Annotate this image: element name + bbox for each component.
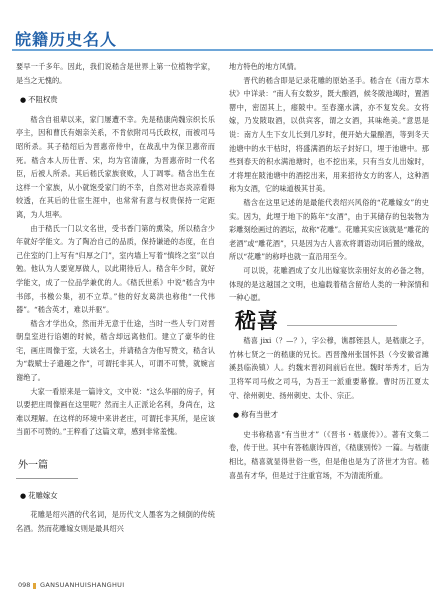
page-number: 098 xyxy=(18,581,31,589)
paragraph: 嵇含才学出众，然而并无意于仕途，当时一些人专门对晋朝皇室进行谄媚的时候，嵇含却远离他们。建立了豪华的住宅，画庄周像于室，大谈名士，并请嵇含为他写赞文，嵇含认为“载赋士子遗趣之作”，可谓托非其人，可谓不可赞，就婉言谢绝了。 xyxy=(16,318,215,383)
left-column xyxy=(16,60,215,535)
subheading-label: 花雕嫁女 xyxy=(28,490,58,500)
supplement-heading xyxy=(16,459,215,479)
paragraph: 可以说，花雕酒成了女儿出嫁宴饮亲朋好友的必备之物，体现的是这越国之文明，也遍载着嵇含留给人类的一种深情和一种心愿。 xyxy=(229,265,429,303)
bullet-icon: ● xyxy=(233,411,240,420)
paragraph: 嵇含在这里记述的是最能代表绍兴风俗的“花雕嫁女”的史实。因为，此埋于地下的陈年“女酒”，由于其储存的包装物为彩雕刻绘画过的酒坛，故称“花雕”。花雕其实应该就是“雕花的老酒”或“雕花酒”，只是因为古人喜欢将谓语动词后置的缘故，所以“花雕”的称呼也就一直沿用至今。 xyxy=(229,197,429,262)
paragraph: 要早一千多年。因此，我们说嵇含是世界上第一位植物学家，是当之无愧的。 xyxy=(16,62,215,85)
person-heading xyxy=(235,308,429,333)
section-title: 皖籍历史名人 xyxy=(15,30,118,49)
supplement-title: 外一篇 xyxy=(18,460,48,472)
paragraph: 大家一看原来是一篇诗文，文中说：“这么华丽的房子，何以要把庄周像画在这里呢？然而主人正派论名利，身尚在，这难以理解。在这样的环境中来讲老庄，可谓托非其所，是应该当面不可赞的。”王粹看了这篇文章，感到非常羞愧。 xyxy=(16,386,215,437)
subheading-no-bow-to-power xyxy=(20,93,215,108)
paragraph: 花雕是绍兴酒的代名词，是历代文人墨客为之倾倒的传统名酒。然而花雕嫁女则是最具绍兴 xyxy=(16,510,215,533)
person-name: 嵇喜 xyxy=(235,308,279,333)
paragraph: 嵇喜 jixi（？—？），字公穆，谯郡铚县人，是嵇康之子，竹林七贤之一的嵇康的兄长。西晋豫州张国怀县（今安徽省濉溪县临涣镇）人。约魏末晋初间前后在世。魏时举秀才，后为卫将军司马攸之司马，为吾王一派重要幕僚。曹时历江夏太守、徐州刺史、扬州刺史、太仆、宗正。 xyxy=(229,336,429,400)
header-rule xyxy=(12,49,433,51)
paragraph: 地方特色的地方风情。 xyxy=(229,62,301,71)
supplement-rule xyxy=(16,478,78,479)
subheading-label: 称有当世才 xyxy=(241,410,279,420)
right-column xyxy=(229,60,429,482)
paragraph: 嵇含自祖辈以来，家门屡遭不幸。先是嵇康尚魏宗织长乐亭主，因和曹氏有姻亲关系，不肯依附司马氏政权，而被司马昭所杀。其子嵇绍后为晋惠帝侍中，在战乱中为保卫惠帝而死。嵇含本人历仕晋、宋，均为官清廉，为晋惠帝时一代名臣，后被人所杀。其后嵇氏家族衰败，人丁凋零。嵇含出生在这样一个家族，从小就饱受家门的不幸，自然对世态炎凉看得较透，在其后的仕宦生涯中，也常常有意与权贵保持一定距离，为人坦率。 xyxy=(16,114,215,219)
page-header xyxy=(0,0,445,58)
subheading-label: 不阻权贵 xyxy=(28,95,58,105)
paragraph: 由于嵇氏一门以文名世，受书香门第的熏染，所以嵇含少年就好学能文。为了陶冶自己的品质，保持谦逊的态度，在自己住室的门上写有“归厚之门”，室内墙上写着“慎终之室”以自勉。他认为人要宽厚做人，以此期待后人。嵇含年少时，就好学能文，成了一位品学兼优的人。《嵇氏世系》中说“嵇含为中书郎，书檄公集，初不立草。”他的好友葛洪也称他“一代伟器”。“嵇含英才，难以并驱”。 xyxy=(16,223,215,315)
person-heading-rule xyxy=(287,325,397,326)
subheading-talent xyxy=(233,408,429,423)
page-footer xyxy=(0,577,445,600)
footer-series-text: GANSUANHUISHANGHUI xyxy=(40,581,125,589)
bullet-icon: ● xyxy=(20,96,27,105)
bullet-icon: ● xyxy=(20,491,27,500)
footer-accent-bar xyxy=(33,583,36,589)
paragraph: 晋代的嵇含即是记录花雕的原始圣手。嵇含在《南方草木状》中详录：“南人有女数岁，既大酿酒，候冬陂池竭时，置酒罂中，密固其上，瘗陂中。至春潴水满，亦不复发矣。女将嫁，乃发陂取酒，以供宾客，谓之女酒，其味绝美。”意思是说：南方人生下女儿长到几岁时，便开始大量酿酒，等到冬天池塘中的水干枯时，将盛满酒的坛子封好口，埋于池塘中。那些到春天的积水满池塘时，也不挖出来，只有当女儿出嫁时，才将埋在陂池塘中的酒挖出来，用来招待女方的客人，这种酒称为女酒，它的味道极其甘美。 xyxy=(229,75,429,194)
paragraph: 史书称嵇喜“有当世才”（《晋书・嵇康传》）。著有文集二卷，传于世。其中有答嵇康诗四首，《嵇康别传》一篇。与嵇康相比，嵇喜就显得世俗一些，但是他也是为了济世才为官。嵇喜虽有才华，但是过于注重官场，不为清流所重。 xyxy=(229,429,429,480)
subheading-huadiao xyxy=(20,489,215,504)
